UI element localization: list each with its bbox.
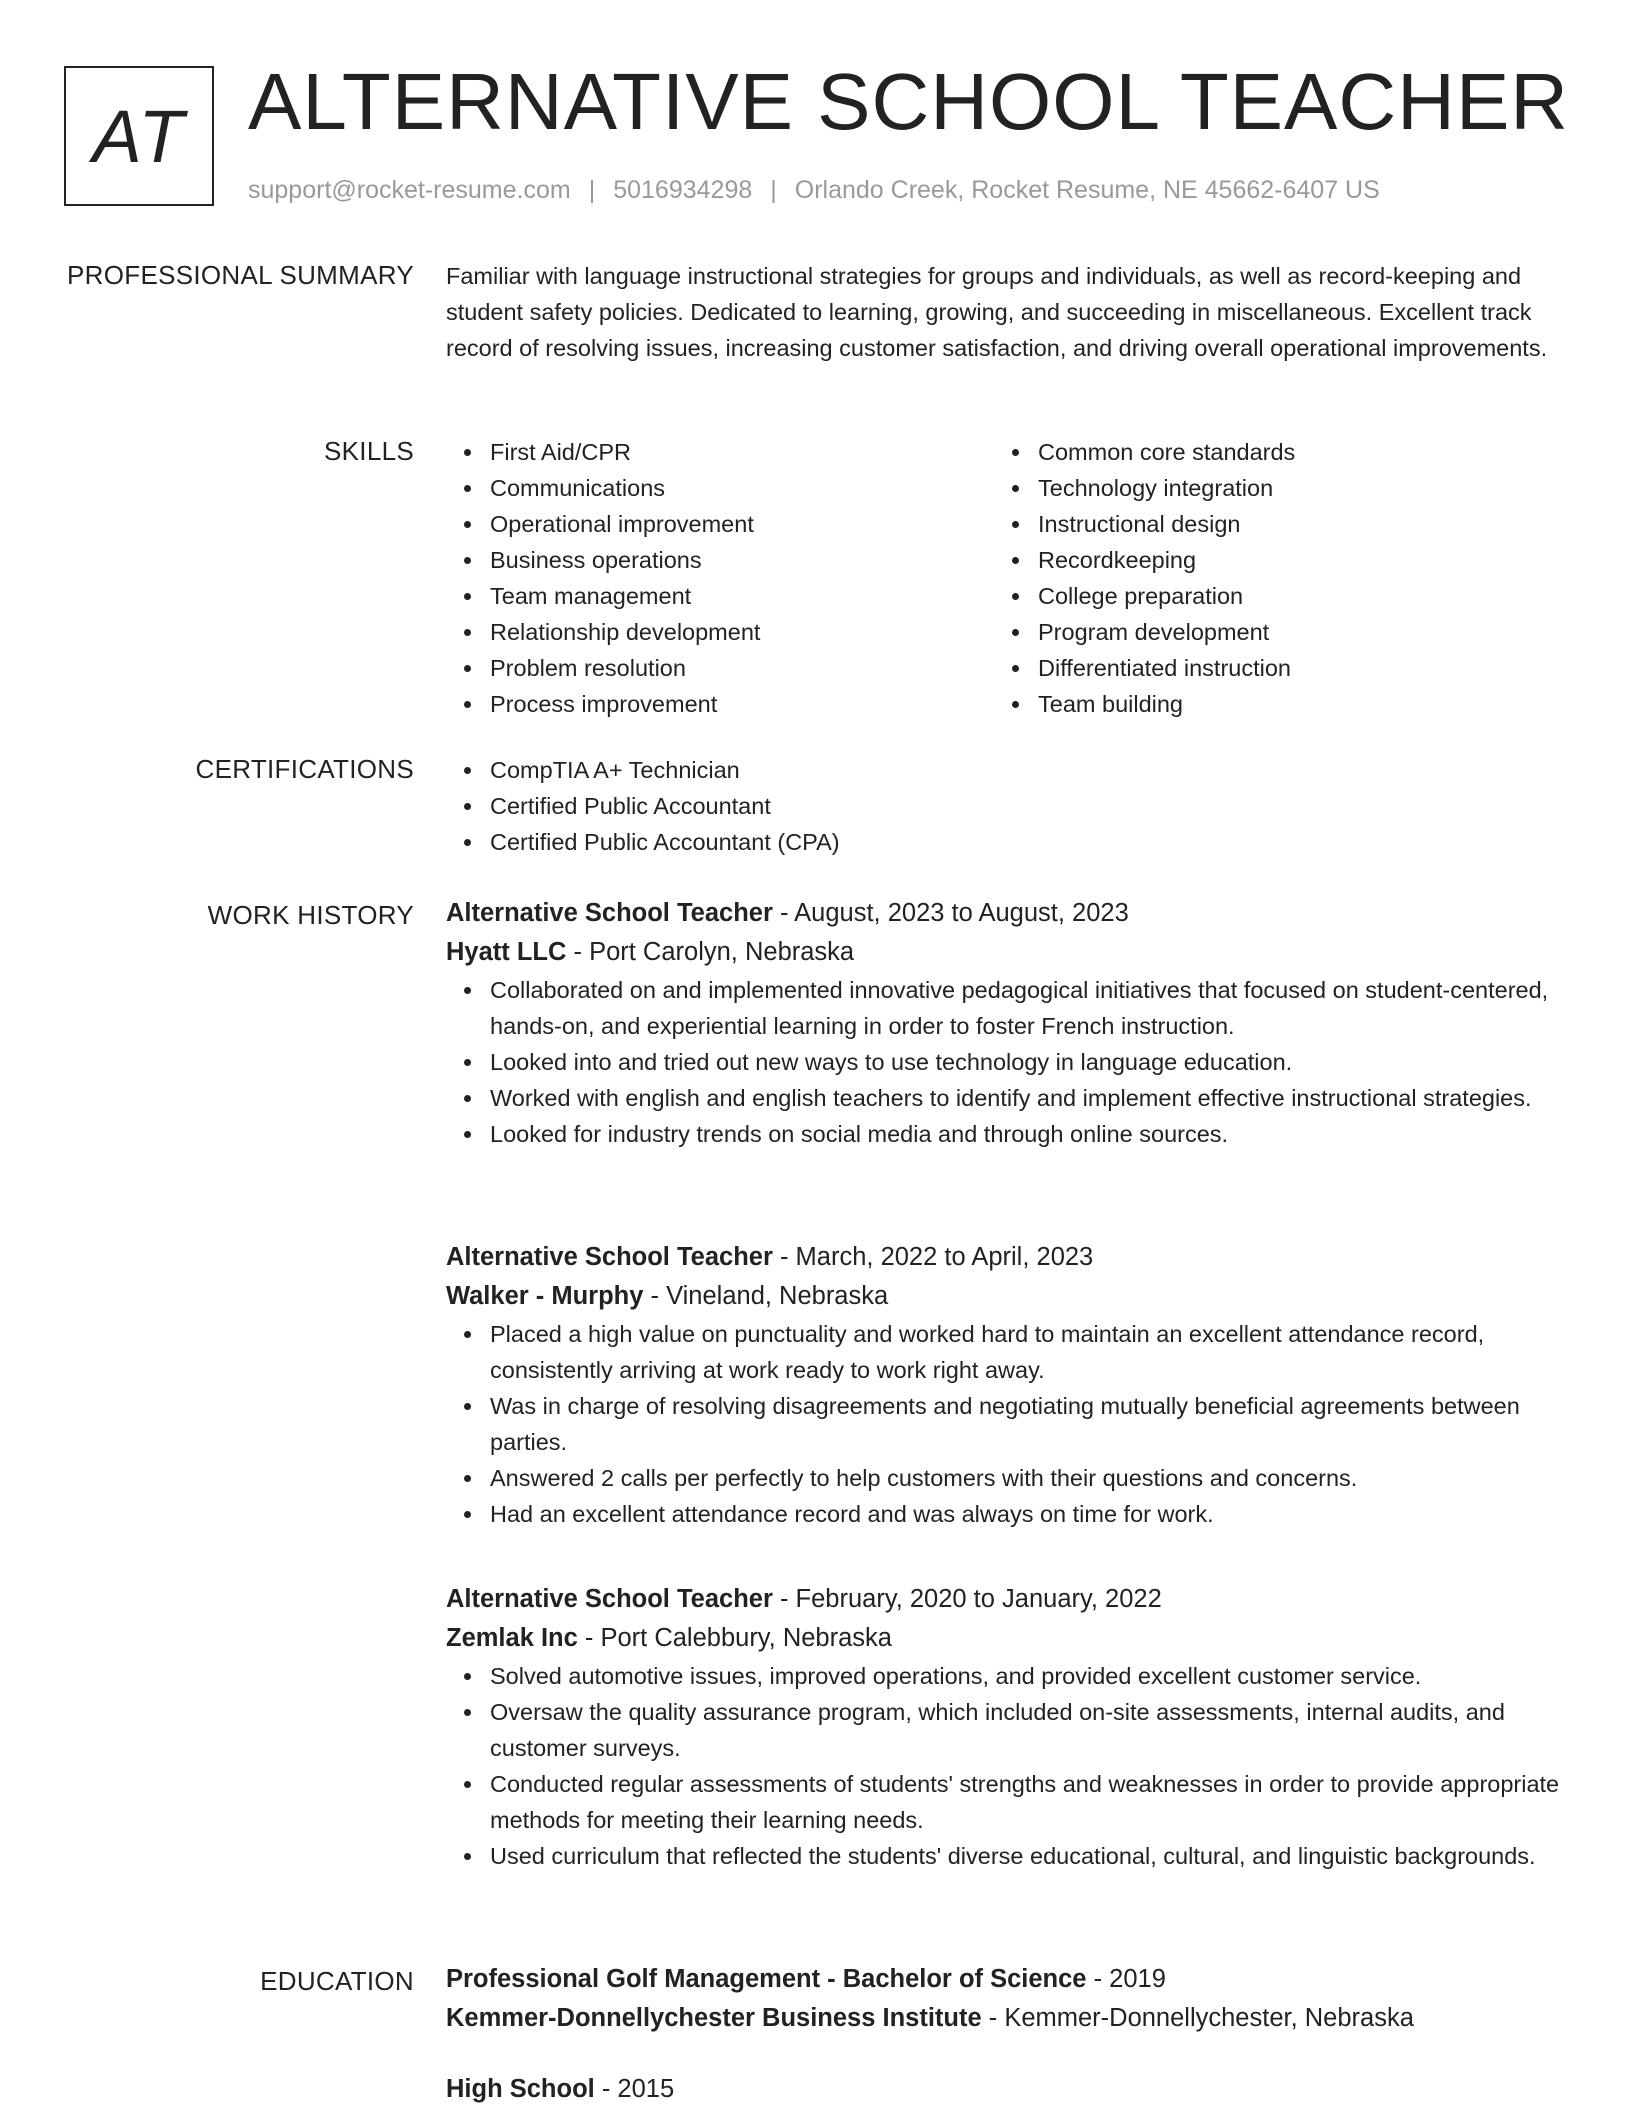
resume-title: ALTERNATIVE SCHOOL TEACHER xyxy=(248,57,1570,146)
job-bullet: Had an excellent attendance record and was always on time for work. xyxy=(490,1496,1566,1532)
education-degree-line xyxy=(446,2070,1566,2109)
job-entry xyxy=(446,894,1566,1152)
education-entry xyxy=(446,1960,1566,2038)
skill-item: Team building xyxy=(1038,686,1542,722)
job-bullet: Oversaw the quality assurance program, which included on-site assessments, internal audits, and customer surveys. xyxy=(490,1694,1566,1766)
certification-item: Certified Public Accountant xyxy=(490,788,1566,824)
job-bullet: Worked with english and english teachers to identify and implement effective instructional strategies. xyxy=(490,1080,1566,1116)
job-bullet: Conducted regular assessments of students' strengths and weaknesses in order to provide appropriate methods for meeting their learning needs. xyxy=(490,1766,1566,1838)
contact-phone[interactable]: 5016934298 xyxy=(613,176,753,204)
job-location: - Port Carolyn, Nebraska xyxy=(566,938,855,966)
skills-body xyxy=(446,434,1566,722)
certification-item: CompTIA A+ Technician xyxy=(490,752,1566,788)
job-company-line xyxy=(446,1619,1566,1658)
job-bullet: Looked into and tried out new ways to use technology in language education. xyxy=(490,1044,1566,1080)
contact-address: Orlando Creek, Rocket Resume, NE 45662-6407 US xyxy=(794,176,1380,204)
job-company-line xyxy=(446,1277,1566,1316)
job-title-line xyxy=(446,1580,1566,1619)
education-degree: High School xyxy=(446,2075,595,2103)
job-title: Alternative School Teacher xyxy=(446,1243,773,1271)
education-year: - 2015 xyxy=(594,2075,675,2103)
skill-item: Relationship development xyxy=(490,614,994,650)
skill-item: Operational improvement xyxy=(490,506,994,542)
job-bullet: Solved automotive issues, improved operations, and provided excellent customer service. xyxy=(490,1658,1566,1694)
job-bullet: Collaborated on and implemented innovative pedagogical initiatives that focused on student-centered, hands-on, and experiential learning in order to foster French instruction. xyxy=(490,972,1566,1044)
education-location: - Kemmer-Donnellychester, Nebraska xyxy=(981,2004,1414,2032)
contact-separator: | xyxy=(588,176,596,204)
skill-item: Team management xyxy=(490,578,994,614)
contact-separator: | xyxy=(770,176,777,204)
summary-body xyxy=(446,258,1566,366)
section-heading: SKILLS xyxy=(324,436,414,466)
education-school-line xyxy=(446,1999,1566,2038)
skill-item: Communications xyxy=(490,470,994,506)
contact-email[interactable]: support@rocket-resume.com xyxy=(248,176,571,204)
education-degree: Professional Golf Management - Bachelor of Science xyxy=(446,1965,1087,1993)
job-bullet: Placed a high value on punctuality and worked hard to maintain an excellent attendance record, consistently arriving at work ready to work right away. xyxy=(490,1316,1566,1388)
skill-item: College preparation xyxy=(1038,578,1542,614)
summary-text: Familiar with language instructional strategies for groups and individuals, as well as record-keeping and student safety policies. Dedicated to learning, growing, and succeeding in miscellaneous. Excellent track record of resolving issues, increasing customer satisfaction, and driving overall operational improvements. xyxy=(446,263,1548,361)
job-bullet: Used curriculum that reflected the students' diverse educational, cultural, and linguistic backgrounds. xyxy=(490,1838,1566,1874)
skill-item: Differentiated instruction xyxy=(1038,650,1542,686)
job-company: Hyatt LLC xyxy=(446,938,567,966)
skill-item: Business operations xyxy=(490,542,994,578)
certifications-body xyxy=(446,752,1566,860)
skill-item: Instructional design xyxy=(1038,506,1542,542)
job-title-line xyxy=(446,1238,1566,1277)
education-school: Kemmer-Donnellychester Business Institute xyxy=(446,2004,982,2032)
section-heading: EDUCATION xyxy=(260,1966,414,1996)
job-entry xyxy=(446,1238,1566,1532)
education-degree-line xyxy=(446,1960,1566,1999)
job-title: Alternative School Teacher xyxy=(446,899,773,927)
contact-line xyxy=(248,174,1380,206)
skill-item: Process improvement xyxy=(490,686,994,722)
education-year: - 2019 xyxy=(1086,1965,1166,1993)
job-dates: - February, 2020 to January, 2022 xyxy=(772,1585,1162,1613)
job-dates: - March, 2022 to April, 2023 xyxy=(772,1243,1094,1271)
section-heading: PROFESSIONAL SUMMARY xyxy=(67,260,414,290)
skill-item: Problem resolution xyxy=(490,650,994,686)
skill-item: Program development xyxy=(1038,614,1542,650)
job-bullet: Looked for industry trends on social media and through online sources. xyxy=(490,1116,1566,1152)
section-heading: WORK HISTORY xyxy=(207,900,414,930)
job-title: Alternative School Teacher xyxy=(446,1585,773,1613)
certification-item: Certified Public Accountant (CPA) xyxy=(490,824,1566,860)
section-heading: CERTIFICATIONS xyxy=(195,754,414,784)
job-location: - Port Calebbury, Nebraska xyxy=(577,1624,892,1652)
job-title-line xyxy=(446,894,1566,933)
skills-column-2 xyxy=(994,434,1542,722)
monogram-logo: AT xyxy=(64,66,214,206)
education-entry xyxy=(446,2070,1566,2109)
job-dates: - August, 2023 to August, 2023 xyxy=(772,899,1129,927)
job-company-line xyxy=(446,933,1566,972)
job-company: Walker - Murphy xyxy=(446,1282,644,1310)
skill-item: Technology integration xyxy=(1038,470,1542,506)
skill-item: Recordkeeping xyxy=(1038,542,1542,578)
skills-column-1 xyxy=(446,434,994,722)
skill-item: First Aid/CPR xyxy=(490,434,994,470)
job-bullet: Was in charge of resolving disagreements and negotiating mutually beneficial agreements between parties. xyxy=(490,1388,1566,1460)
skill-item: Common core standards xyxy=(1038,434,1542,470)
job-location: - Vineland, Nebraska xyxy=(643,1282,889,1310)
job-company: Zemlak Inc xyxy=(446,1624,578,1652)
job-bullet: Answered 2 calls per perfectly to help customers with their questions and concerns. xyxy=(490,1460,1566,1496)
job-entry xyxy=(446,1580,1566,1874)
